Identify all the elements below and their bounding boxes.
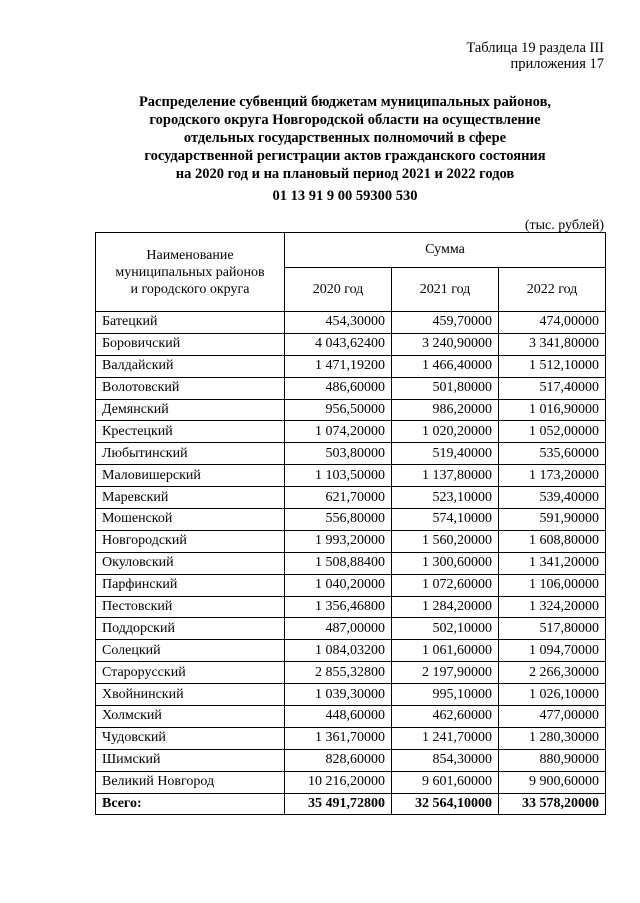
table-row — [96, 509, 606, 531]
subsidy-table — [95, 232, 606, 815]
amount-2020: 1 074,20000 — [285, 421, 392, 443]
budget-code: 01 13 91 9 00 59300 530 — [272, 188, 418, 204]
amount-2022: 1 512,10000 — [499, 355, 606, 377]
amount-2021: 1 137,80000 — [392, 465, 499, 487]
district-name: Валдайский — [96, 355, 285, 377]
total-label: Всего: — [96, 793, 285, 815]
header-year-2020: 2020 год — [285, 268, 392, 312]
title-line: Распределение субвенций бюджетам муниципальных районов, — [138, 94, 552, 110]
total-row — [96, 793, 606, 815]
amount-2020: 4 043,62400 — [285, 333, 392, 355]
header-year-2021: 2021 год — [392, 268, 499, 312]
amount-2021: 501,80000 — [392, 377, 499, 399]
header-name-line: Наименование — [146, 247, 234, 263]
header-name-line: муниципальных районов — [115, 264, 265, 280]
table-row — [96, 487, 606, 509]
district-name: Пестовский — [96, 596, 285, 618]
amount-2020: 454,30000 — [285, 312, 392, 334]
amount-2020: 1 039,30000 — [285, 684, 392, 706]
header-name-column — [96, 233, 285, 312]
district-name: Солецкий — [96, 640, 285, 662]
document-title — [60, 93, 630, 183]
amount-2022: 1 173,20000 — [499, 465, 606, 487]
amount-2022: 1 094,70000 — [499, 640, 606, 662]
amount-2022: 474,00000 — [499, 312, 606, 334]
amount-2022: 1 341,20000 — [499, 552, 606, 574]
amount-2021: 1 284,20000 — [392, 596, 499, 618]
table-row — [96, 465, 606, 487]
amount-2022: 539,40000 — [499, 487, 606, 509]
amount-2020: 2 855,32800 — [285, 662, 392, 684]
amount-2021: 986,20000 — [392, 399, 499, 421]
amount-2020: 1 508,88400 — [285, 552, 392, 574]
amount-2021: 462,60000 — [392, 706, 499, 728]
district-name: Мошенской — [96, 509, 285, 531]
table-row — [96, 771, 606, 793]
amount-2021: 854,30000 — [392, 749, 499, 771]
amount-2020: 556,80000 — [285, 509, 392, 531]
table-row — [96, 443, 606, 465]
table-row — [96, 377, 606, 399]
units-label: (тыс. рублей) — [524, 218, 604, 233]
district-name: Старорусский — [96, 662, 285, 684]
district-name: Холмский — [96, 706, 285, 728]
amount-2021: 1 560,20000 — [392, 530, 499, 552]
amount-2020: 448,60000 — [285, 706, 392, 728]
amount-2020: 1 103,50000 — [285, 465, 392, 487]
header-name-line: и городского округа — [130, 281, 250, 297]
amount-2022: 477,00000 — [499, 706, 606, 728]
amount-2020: 956,50000 — [285, 399, 392, 421]
amount-2021: 2 197,90000 — [392, 662, 499, 684]
district-name: Хвойнинский — [96, 684, 285, 706]
amount-2022: 9 900,60000 — [499, 771, 606, 793]
district-name: Великий Новгород — [96, 771, 285, 793]
district-name: Новгородский — [96, 530, 285, 552]
amount-2022: 517,80000 — [499, 618, 606, 640]
amount-2022: 1 106,00000 — [499, 574, 606, 596]
district-name: Поддорский — [96, 618, 285, 640]
table-row — [96, 552, 606, 574]
table-row — [96, 727, 606, 749]
amount-2020: 1 993,20000 — [285, 530, 392, 552]
table-row — [96, 421, 606, 443]
table-row — [96, 684, 606, 706]
amount-2020: 1 040,20000 — [285, 574, 392, 596]
amount-2022: 1 324,20000 — [499, 596, 606, 618]
amount-2021: 1 072,60000 — [392, 574, 499, 596]
header-year-2022: 2022 год — [499, 268, 606, 312]
amount-2020: 1 084,03200 — [285, 640, 392, 662]
amount-2021: 1 061,60000 — [392, 640, 499, 662]
table-row — [96, 706, 606, 728]
amount-2020: 486,60000 — [285, 377, 392, 399]
district-name: Крестецкий — [96, 421, 285, 443]
amount-2021: 523,10000 — [392, 487, 499, 509]
district-name: Парфинский — [96, 574, 285, 596]
title-line: государственной регистрации актов гражданского состояния — [144, 148, 546, 164]
amount-2020: 621,70000 — [285, 487, 392, 509]
district-name: Демянский — [96, 399, 285, 421]
amount-2022: 3 341,80000 — [499, 333, 606, 355]
amount-2020: 10 216,20000 — [285, 771, 392, 793]
amount-2020: 487,00000 — [285, 618, 392, 640]
total-2020: 35 491,72800 — [285, 793, 392, 815]
amount-2022: 880,90000 — [499, 749, 606, 771]
title-line: на 2020 год и на плановый период 2021 и 2022 годов — [175, 166, 515, 182]
amount-2022: 591,90000 — [499, 509, 606, 531]
district-name: Батецкий — [96, 312, 285, 334]
table-reference-line-1: Таблица 19 раздела III — [466, 40, 604, 56]
district-name: Маловишерский — [96, 465, 285, 487]
amount-2022: 1 608,80000 — [499, 530, 606, 552]
district-name: Шимский — [96, 749, 285, 771]
title-line: городского округа Новгородской области на осуществление — [149, 112, 541, 128]
amount-2021: 9 601,60000 — [392, 771, 499, 793]
table-row — [96, 312, 606, 334]
amount-2021: 502,10000 — [392, 618, 499, 640]
amount-2020: 828,60000 — [285, 749, 392, 771]
amount-2021: 459,70000 — [392, 312, 499, 334]
amount-2021: 3 240,90000 — [392, 333, 499, 355]
table-reference-line-2: приложения 17 — [510, 56, 604, 72]
table-row — [96, 333, 606, 355]
district-name: Боровичский — [96, 333, 285, 355]
table-row — [96, 355, 606, 377]
amount-2021: 574,10000 — [392, 509, 499, 531]
amount-2021: 519,40000 — [392, 443, 499, 465]
amount-2020: 1 361,70000 — [285, 727, 392, 749]
district-name: Маревский — [96, 487, 285, 509]
amount-2021: 995,10000 — [392, 684, 499, 706]
amount-2020: 1 471,19200 — [285, 355, 392, 377]
total-2021: 32 564,10000 — [392, 793, 499, 815]
table-row — [96, 640, 606, 662]
table-row — [96, 399, 606, 421]
table-reference — [466, 40, 604, 72]
amount-2022: 1 016,90000 — [499, 399, 606, 421]
district-name: Чудовский — [96, 727, 285, 749]
table-body — [96, 312, 606, 815]
amount-2022: 2 266,30000 — [499, 662, 606, 684]
district-name: Волотовский — [96, 377, 285, 399]
table-row — [96, 662, 606, 684]
table-row — [96, 749, 606, 771]
title-line: отдельных государственных полномочий в сфере — [183, 130, 507, 146]
amount-2021: 1 020,20000 — [392, 421, 499, 443]
amount-2022: 1 026,10000 — [499, 684, 606, 706]
header-sum: Сумма — [285, 233, 606, 268]
amount-2022: 517,40000 — [499, 377, 606, 399]
amount-2021: 1 241,70000 — [392, 727, 499, 749]
amount-2022: 1 052,00000 — [499, 421, 606, 443]
amount-2021: 1 466,40000 — [392, 355, 499, 377]
district-name: Окуловский — [96, 552, 285, 574]
amount-2021: 1 300,60000 — [392, 552, 499, 574]
amount-2022: 1 280,30000 — [499, 727, 606, 749]
amount-2020: 503,80000 — [285, 443, 392, 465]
total-2022: 33 578,20000 — [499, 793, 606, 815]
amount-2022: 535,60000 — [499, 443, 606, 465]
district-name: Любытинский — [96, 443, 285, 465]
table-row — [96, 574, 606, 596]
amount-2020: 1 356,46800 — [285, 596, 392, 618]
table-row — [96, 618, 606, 640]
table-row — [96, 530, 606, 552]
table-row — [96, 596, 606, 618]
